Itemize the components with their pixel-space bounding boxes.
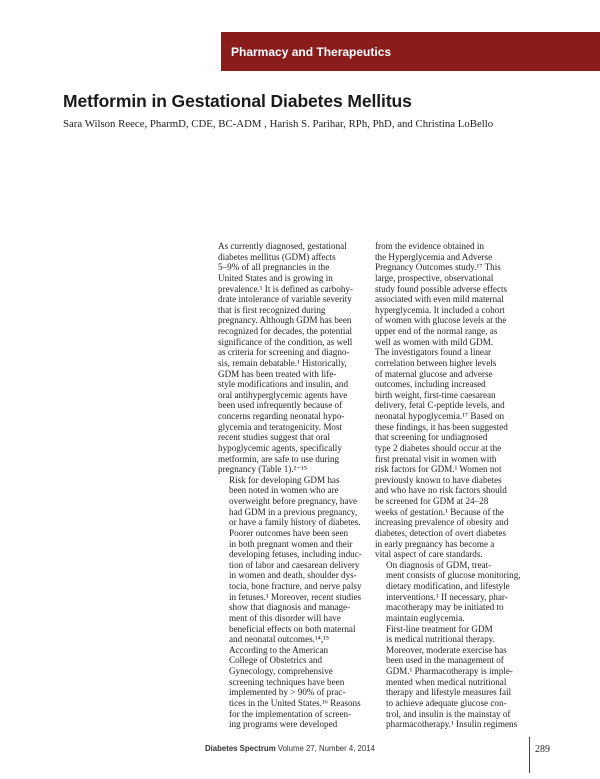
text-line: been used infrequently because of	[218, 400, 343, 411]
text-line: implemented by > 90% of prac-	[229, 687, 346, 698]
text-line: therapy and lifestyle measures fail	[386, 687, 512, 698]
text-line: that screening for undiagnosed	[375, 432, 488, 443]
article-title: Metformin in Gestational Diabetes Mellitus	[63, 91, 412, 111]
text-line: interventions.¹ If necessary, phar-	[386, 591, 508, 602]
text-line: tion of labor and caesarean delivery	[229, 559, 360, 570]
text-line: been used in the management of	[386, 655, 504, 666]
text-line: pregnancy. Although GDM has been	[218, 315, 352, 326]
text-line: trol, and insulin is the mainstay of	[386, 708, 511, 719]
page-number-divider	[529, 737, 530, 773]
section-banner	[221, 32, 600, 71]
text-line: show that diagnosis and manage-	[229, 602, 351, 613]
text-line: is medical nutritional therapy.	[386, 634, 495, 645]
text-line: in women and death, shoulder dys-	[229, 570, 357, 581]
text-line: glycemia and teratogenicity. Most	[218, 421, 343, 432]
text-line: GDM has been treated with life-	[218, 368, 337, 379]
text-line: study found possible adverse effects	[375, 283, 508, 294]
text-line: beneficial effects on both maternal	[229, 623, 356, 634]
text-line: of women with glucose levels at the	[375, 315, 507, 326]
article-authors: Sara Wilson Reece, PharmD, CDE, BC-ADM , Harish S. Parihar, RPh, PhD, and Christina LoBello	[63, 118, 494, 130]
journal-name: Diabetes Spectrum	[205, 744, 276, 753]
text-line: metformin, are safe to use during	[218, 453, 340, 464]
text-line: style modifications and insulin, and	[218, 379, 349, 390]
text-line: delivery, fetal C-peptide levels, and	[375, 400, 505, 411]
text-line: overweight before pregnancy, have	[229, 496, 358, 506]
body-paragraph	[375, 241, 525, 560]
text-line: Moreover, moderate exercise has	[386, 644, 507, 655]
text-line: ment consists of glucose monitoring,	[386, 570, 521, 581]
text-line: hyperglycemia. It included a cohort	[375, 304, 505, 315]
body-paragraph	[375, 624, 525, 730]
body-column-right	[375, 241, 525, 730]
text-line: maintain euglycemia.	[386, 612, 465, 623]
text-line: of maternal glucose and adverse	[375, 368, 493, 379]
text-line: correlation between higher levels	[375, 357, 497, 368]
text-line: from the evidence obtained in	[375, 241, 484, 251]
text-line: developing fetuses, including induc-	[229, 549, 362, 560]
text-line: in fetuses.¹ Moreover, recent studies	[229, 591, 362, 602]
text-line: associated with even mild maternal	[375, 294, 504, 305]
text-line: oral antihyperglycemic agents have	[218, 389, 348, 400]
text-line: previously known to have diabetes	[375, 474, 502, 485]
journal-footer	[205, 744, 375, 753]
text-line: significance of the condition, as well	[218, 336, 353, 347]
text-line: concerns regarding neonatal hypo-	[218, 411, 345, 421]
body-paragraph	[218, 475, 366, 645]
text-line: Risk for developing GDM has	[229, 474, 340, 485]
text-line: sis, remain debatable.¹ Historically,	[218, 357, 347, 368]
text-line: been noted in women who are	[229, 485, 339, 496]
text-line: 5–9% of all pregnancies in the	[218, 262, 330, 273]
text-line: GDM.¹ Pharmacotherapy is imple-	[386, 666, 513, 676]
text-line: increasing prevalence of obesity and	[375, 517, 509, 528]
text-line: had GDM in a previous pregnancy,	[229, 506, 358, 517]
text-line: United States and is growing in	[218, 272, 333, 283]
text-line: and neonatal outcomes.¹⁴,¹⁵	[229, 634, 330, 645]
text-line: for the implementation of screen-	[229, 708, 352, 719]
text-line: drate intolerance of variable severity	[218, 294, 352, 305]
text-line: risk factors for GDM.¹ Women not	[375, 464, 502, 475]
text-line: ing programs were developed	[229, 719, 338, 730]
text-line: pregnancy (Table 1).²⁻¹⁵	[218, 464, 308, 475]
text-line: On diagnosis of GDM, treat-	[386, 559, 492, 570]
text-line: ment of this disorder will have	[229, 612, 341, 623]
text-line: tices in the United States.¹⁶ Reasons	[229, 697, 361, 708]
text-line: neonatal hypoglycemia.¹⁷ Based on	[375, 411, 505, 421]
text-line: as criteria for screening and diagno-	[218, 347, 350, 358]
text-line: birth weight, first-time caesarean	[375, 389, 496, 400]
text-line: these findings, it has been suggested	[375, 421, 508, 432]
text-line: recent studies suggest that oral	[218, 432, 331, 443]
text-line: First-line treatment for GDM	[386, 623, 493, 634]
text-line: Pregnancy Outcomes study.¹⁷ This	[375, 262, 501, 273]
text-line: vital aspect of care standards.	[375, 549, 483, 560]
text-line: or have a family history of diabetes.	[229, 517, 361, 528]
text-line: type 2 diabetes should occur at the	[375, 442, 502, 453]
text-line: As currently diagnosed, gestational	[218, 241, 347, 251]
text-line: hypoglycemic agents, specifically	[218, 442, 342, 453]
text-line: Gynecology, comprehensive	[229, 666, 333, 676]
body-paragraph	[218, 645, 366, 730]
text-line: weeks of gestation.¹ Because of the	[375, 506, 504, 517]
text-line: Poorer outcomes have been seen	[229, 527, 349, 538]
text-line: upper end of the normal range, as	[375, 326, 498, 336]
text-line: that is first recognized during	[218, 304, 326, 315]
text-line: College of Obstetrics and	[229, 655, 323, 666]
body-paragraph	[375, 560, 525, 624]
text-line: first prenatal visit in women with	[375, 453, 497, 464]
page-number: 289	[535, 744, 550, 755]
text-line: prevalence.¹ It is defined as carbohy-	[218, 283, 353, 294]
text-line: macotherapy may be initiated to	[386, 602, 504, 613]
text-line: tocia, bone fracture, and nerve palsy	[229, 581, 362, 591]
text-line: be screened for GDM at 24–28	[375, 496, 489, 506]
text-line: in both pregnant women and their	[229, 538, 353, 549]
text-line: dietary modification, and lifestyle	[386, 581, 510, 591]
body-paragraph	[218, 241, 366, 475]
text-line: in early pregnancy has become a	[375, 538, 495, 549]
text-line: outcomes, including increased	[375, 379, 486, 390]
text-line: to achieve adequate glucose con-	[386, 697, 507, 708]
text-line: screening techniques have been	[229, 676, 345, 687]
text-line: According to the American	[229, 644, 329, 655]
text-line: well as women with mild GDM.	[375, 336, 494, 347]
text-line: mented when medical nutritional	[386, 676, 507, 687]
text-line: diabetes mellitus (GDM) affects	[218, 251, 336, 262]
text-line: large, prospective, observational	[375, 272, 494, 283]
text-line: The investigators found a linear	[375, 347, 492, 358]
text-line: pharmacotherapy.¹ Insulin regimens	[386, 719, 518, 730]
text-line: diabetes, detection of overt diabetes	[375, 527, 506, 538]
text-line: and who have no risk factors should	[375, 485, 507, 496]
body-column-left	[218, 241, 366, 730]
journal-volume: Volume 27, Number 4, 2014	[277, 744, 375, 753]
text-line: recognized for decades, the potential	[218, 326, 353, 336]
section-label: Pharmacy and Therapeutics	[231, 44, 392, 59]
text-line: the Hyperglycemia and Adverse	[375, 251, 493, 262]
